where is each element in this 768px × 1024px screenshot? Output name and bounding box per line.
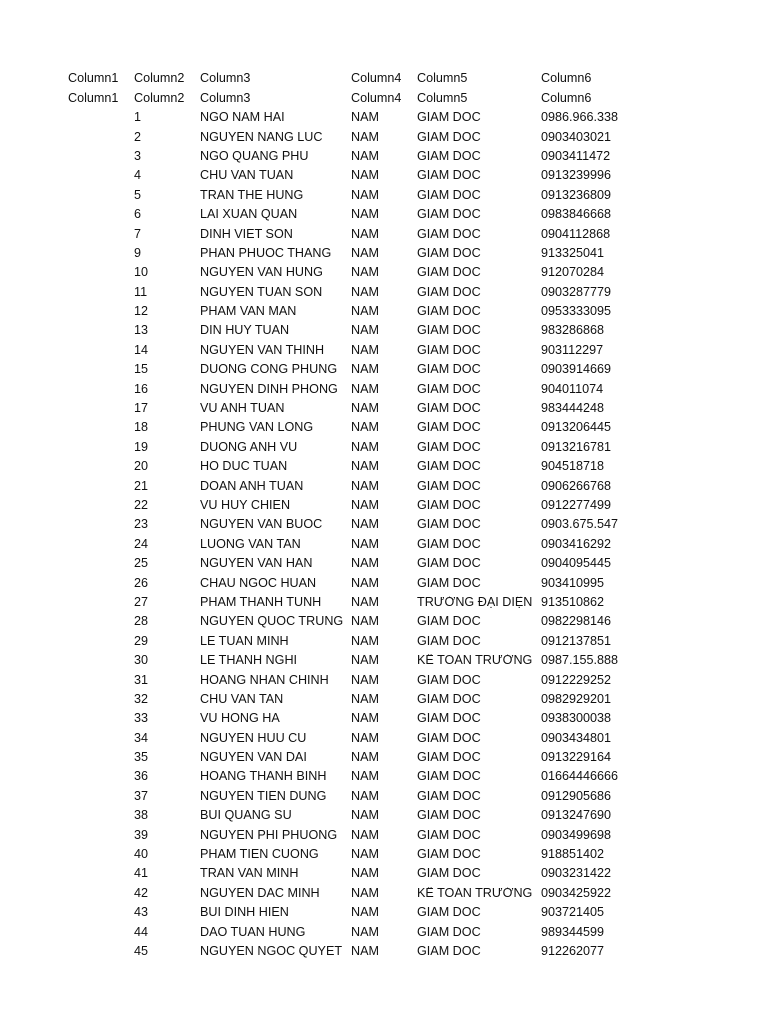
column2-cell: 43	[134, 905, 149, 920]
column2-cell: 30	[134, 653, 149, 668]
column2-cell: 24	[134, 536, 149, 551]
column5-cell: GIAM DOC	[417, 944, 481, 958]
column3-cell: NGUYEN QUOC TRUNG	[200, 615, 344, 628]
column3-cell: VU HUY CHIEN	[200, 498, 291, 512]
column6-cell: 0903499698	[541, 827, 612, 842]
column3-cell: CHU VAN TAN	[200, 692, 284, 706]
column6-cell: 0938300038	[541, 711, 612, 726]
column6-cell: 0903403021	[541, 129, 612, 144]
column3-cell: NGUYEN TUAN SON	[200, 285, 323, 299]
column3-cell: BUI QUANG SU	[200, 809, 292, 822]
table-row	[68, 631, 758, 650]
column2-cell: 31	[134, 672, 149, 687]
column6-cell: 0912137851	[541, 633, 612, 648]
table-row	[68, 573, 758, 592]
column2-cell: 41	[134, 866, 149, 881]
column1-cell: Column1	[68, 90, 119, 105]
column5-cell: GIAM DOC	[417, 363, 481, 376]
column3-cell: DOAN ANH TUAN	[200, 479, 304, 493]
table-row	[68, 244, 758, 263]
column6-cell: 0904095445	[541, 556, 612, 571]
column6-cell: 904518718	[541, 459, 605, 474]
column2-cell: 45	[134, 943, 149, 958]
column3-cell: PHAM THANH TUNH	[200, 595, 322, 609]
column6-cell: 0903.675.547	[541, 517, 619, 532]
column6-cell: 918851402	[541, 847, 605, 862]
column4-cell: NAM	[351, 168, 379, 183]
column5-cell: GIAM DOC	[417, 692, 481, 706]
table-row	[68, 147, 758, 166]
column5-cell: GIAM DOC	[417, 673, 481, 687]
table-row	[68, 515, 758, 534]
column2-cell: 26	[134, 575, 149, 590]
column5-cell: GIAM DOC	[417, 149, 481, 163]
column4-cell: NAM	[351, 653, 379, 668]
column6-cell: 0912229252	[541, 672, 612, 687]
column6-cell: 0982298146	[541, 614, 612, 629]
column5-cell: Column5	[417, 72, 468, 85]
column3-cell: NGO NAM HAI	[200, 111, 285, 124]
column4-cell: NAM	[351, 381, 379, 396]
column5-cell: GIAM DOC	[417, 615, 481, 628]
column4-cell: NAM	[351, 788, 379, 803]
header-row	[68, 88, 758, 107]
column6-cell: 0912277499	[541, 497, 612, 512]
table-row	[68, 767, 758, 786]
table-row	[68, 437, 758, 456]
column2-cell: 6	[134, 207, 142, 222]
column3-cell: VU HONG HA	[200, 712, 280, 725]
column6-cell: 0903287779	[541, 284, 612, 299]
column5-cell: GIAM DOC	[417, 770, 481, 784]
table-row	[68, 690, 758, 709]
column3-cell: HO DUC TUAN	[200, 460, 288, 473]
column5-cell: GIAM DOC	[417, 751, 481, 764]
column3-cell: NGUYEN DAC MINH	[200, 886, 320, 900]
column5-cell: GIAM DOC	[417, 266, 481, 279]
column6-cell: 0913236809	[541, 187, 612, 202]
column3-cell: NGUYEN PHI PHUONG	[200, 828, 338, 842]
column4-cell: NAM	[351, 556, 379, 571]
column6-cell: 912262077	[541, 943, 605, 958]
column4-cell: NAM	[351, 594, 379, 609]
column4-cell: NAM	[351, 924, 379, 939]
column5-cell: GIAM DOC	[417, 285, 481, 299]
column2-cell: 38	[134, 808, 149, 823]
column4-cell: NAM	[351, 245, 379, 260]
column4-cell: NAM	[351, 672, 379, 687]
column2-cell: 20	[134, 459, 149, 474]
column3-cell: LUONG VAN TAN	[200, 537, 301, 551]
table-row	[68, 205, 758, 224]
column2-cell: 21	[134, 478, 149, 493]
table-row	[68, 593, 758, 612]
column4-cell: NAM	[351, 439, 379, 454]
column3-cell: PHUNG VAN LONG	[200, 421, 314, 435]
column6-cell: 903721405	[541, 905, 605, 920]
column5-cell: GIAM DOC	[417, 518, 481, 531]
table-row	[68, 728, 758, 747]
column2-cell: 40	[134, 847, 149, 862]
column5-cell: GIAM DOC	[417, 828, 481, 842]
table-row	[68, 340, 758, 359]
column4-cell: NAM	[351, 207, 379, 222]
column4-cell: Column4	[351, 90, 402, 105]
column3-cell: LAI XUAN QUAN	[200, 208, 298, 221]
column5-cell: GIAM DOC	[417, 906, 481, 919]
column4-cell: NAM	[351, 827, 379, 842]
column6-cell: 903410995	[541, 575, 605, 590]
column6-cell: 0903411472	[541, 148, 611, 163]
table-row	[68, 360, 758, 379]
column3-cell: NGUYEN HUU CU	[200, 731, 307, 745]
column6-cell: 0903914669	[541, 362, 612, 377]
column3-cell: DUONG CONG PHUNG	[200, 363, 338, 376]
column5-cell: GIAM DOC	[417, 809, 481, 822]
column4-cell: NAM	[351, 420, 379, 435]
column4-cell: NAM	[351, 110, 379, 125]
column2-cell: 39	[134, 827, 149, 842]
column5-cell: GIAM DOC	[417, 537, 481, 551]
column6-cell: 0913247690	[541, 808, 612, 823]
column3-cell: NGO QUANG PHU	[200, 149, 309, 163]
column6-cell: 0986.966.338	[541, 110, 619, 125]
table-row	[68, 942, 758, 961]
column4-cell: NAM	[351, 866, 379, 881]
column2-cell: 32	[134, 691, 149, 706]
table-row	[68, 185, 758, 204]
column4-cell: NAM	[351, 265, 379, 280]
column5-cell: GIAM DOC	[417, 867, 481, 880]
column6-cell: 0903231422	[541, 866, 612, 881]
column2-cell: 27	[134, 594, 149, 609]
column4-cell: NAM	[351, 362, 379, 377]
column4-cell: NAM	[351, 943, 379, 958]
column5-cell: GIAM DOC	[417, 382, 481, 396]
column2-cell: 11	[134, 284, 148, 299]
column5-cell: GIAM DOC	[417, 576, 481, 590]
table-row	[68, 476, 758, 495]
column3-cell: TRAN THE HUNG	[200, 188, 304, 202]
table-row	[68, 612, 758, 631]
column2-cell: 7	[134, 226, 142, 241]
column2-cell: 12	[134, 304, 149, 319]
column4-cell: NAM	[351, 575, 379, 590]
column4-cell: NAM	[351, 905, 379, 920]
column4-cell: NAM	[351, 342, 379, 357]
column2-cell: 44	[134, 924, 149, 939]
column3-cell: DINH VIET SON	[200, 227, 293, 241]
column2-cell: Column2	[134, 90, 185, 105]
column3-cell: CHU VAN TUAN	[200, 169, 294, 182]
column2-cell: 2	[134, 129, 142, 144]
column3-cell: PHAM VAN MAN	[200, 305, 297, 318]
column3-cell: HOANG NHAN CHINH	[200, 673, 329, 687]
column2-cell: 1	[134, 110, 142, 125]
column6-cell: 983444248	[541, 401, 605, 416]
column5-cell: GIAM DOC	[417, 227, 481, 241]
column2-cell: 22	[134, 497, 149, 512]
column5-cell: GIAM DOC	[417, 789, 481, 803]
column4-cell: NAM	[351, 517, 379, 532]
column2-cell: 4	[134, 168, 142, 183]
column2-cell: 33	[134, 711, 149, 726]
column5-cell: GIAM DOC	[417, 402, 481, 415]
table-row	[68, 127, 758, 146]
column4-cell: NAM	[351, 536, 379, 551]
header-row	[68, 69, 758, 88]
table-row	[68, 302, 758, 321]
column2-cell: 10	[134, 265, 149, 280]
column2-cell: 3	[134, 148, 142, 163]
column5-cell: GIAM DOC	[417, 440, 481, 454]
column3-cell: NGUYEN VAN DAI	[200, 751, 307, 764]
column2-cell: 28	[134, 614, 149, 629]
column6-cell: 0983846668	[541, 207, 612, 222]
table-row	[68, 748, 758, 767]
column2-cell: 19	[134, 439, 149, 454]
column2-cell: 42	[134, 885, 149, 900]
column3-cell: PHAN PHUOC THANG	[200, 246, 332, 260]
column2-cell: 35	[134, 750, 149, 765]
column4-cell: NAM	[351, 808, 379, 823]
column4-cell: NAM	[351, 750, 379, 765]
table-row	[68, 263, 758, 282]
column6-cell: 989344599	[541, 924, 605, 939]
column2-cell: 5	[134, 187, 142, 202]
table-row	[68, 922, 758, 941]
table-row	[68, 379, 758, 398]
column2-cell: 15	[134, 362, 149, 377]
column5-cell: GIAM DOC	[417, 421, 481, 435]
column2-cell: 36	[134, 769, 149, 784]
column6-cell: 0913239996	[541, 168, 612, 183]
column4-cell: NAM	[351, 614, 379, 629]
column4-cell: NAM	[351, 187, 379, 202]
table-row	[68, 806, 758, 825]
column4-cell: NAM	[351, 323, 379, 338]
column3-cell: DUONG ANH VU	[200, 440, 298, 454]
column2-cell: 34	[134, 730, 149, 745]
table-row	[68, 651, 758, 670]
table-row	[68, 903, 758, 922]
column3-cell: NGUYEN NANG LUC	[200, 130, 323, 144]
column4-cell: NAM	[351, 226, 379, 241]
column6-cell: 01664446666	[541, 769, 619, 784]
column4-cell: NAM	[351, 730, 379, 745]
column5-cell: GIAM DOC	[417, 731, 481, 745]
column6-cell: 0913216781	[541, 439, 612, 454]
column5-cell: GIAM DOC	[417, 208, 481, 221]
column4-cell: NAM	[351, 148, 379, 163]
column1-cell: Column1	[68, 71, 119, 86]
table-row	[68, 534, 758, 553]
table-row	[68, 709, 758, 728]
column3-cell: PHAM TIEN CUONG	[200, 848, 319, 861]
column6-cell: 0982929201	[541, 691, 612, 706]
column2-cell: 13	[134, 323, 149, 338]
column4-cell: NAM	[351, 769, 379, 784]
spreadsheet-table	[68, 69, 758, 961]
column3-cell: BUI DINH HIEN	[200, 906, 289, 919]
column3-cell: CHAU NGOC HUAN	[200, 576, 317, 590]
column5-cell: GIAM DOC	[417, 305, 481, 318]
column5-cell: Column5	[417, 91, 468, 105]
column6-cell: Column6	[541, 71, 592, 86]
column3-cell: NGUYEN VAN HUNG	[200, 266, 323, 279]
column4-cell: NAM	[351, 497, 379, 512]
column6-cell: 0913206445	[541, 420, 612, 435]
table-row	[68, 825, 758, 844]
column5-cell: GIAM DOC	[417, 343, 481, 357]
table-row	[68, 496, 758, 515]
column5-cell: GIAM DOC	[417, 925, 481, 939]
column4-cell: NAM	[351, 459, 379, 474]
column2-cell: 18	[134, 420, 149, 435]
column6-cell: 903112297	[541, 342, 604, 357]
column2-cell: 37	[134, 788, 149, 803]
column2-cell: 23	[134, 517, 149, 532]
column4-cell: NAM	[351, 284, 379, 299]
column6-cell: 904011074	[541, 381, 604, 396]
column2-cell: 14	[134, 342, 149, 357]
column2-cell: 9	[134, 245, 142, 260]
column5-cell: GIAM DOC	[417, 130, 481, 144]
column6-cell: 0953333095	[541, 304, 612, 319]
table-row	[68, 845, 758, 864]
column5-cell: GIAM DOC	[417, 111, 481, 124]
column3-cell: NGUYEN VAN BUOC	[200, 518, 323, 531]
column6-cell: 983286868	[541, 323, 605, 338]
column4-cell: NAM	[351, 478, 379, 493]
column5-cell: KẾ TOÁN TRƯỞNG	[417, 654, 533, 667]
column6-cell: 0912905686	[541, 788, 612, 803]
column6-cell: 912070284	[541, 265, 605, 280]
column4-cell: NAM	[351, 401, 379, 416]
table-row	[68, 457, 758, 476]
column6-cell: 0903434801	[541, 730, 612, 745]
column3-cell: NGUYEN VAN HAN	[200, 557, 313, 570]
table-row	[68, 864, 758, 883]
column3-cell: NGUYEN TIEN DUNG	[200, 789, 327, 803]
column4-cell: NAM	[351, 691, 379, 706]
column3-cell: NGUYEN NGOC QUYET	[200, 944, 343, 958]
column3-cell: NGUYEN DINH PHONG	[200, 382, 338, 396]
column6-cell: 913510862	[541, 594, 605, 609]
column5-cell: GIAM DOC	[417, 324, 481, 338]
column3-cell: DAO TUAN HUNG	[200, 925, 306, 939]
column3-cell: Column3	[200, 91, 251, 105]
table-row	[68, 399, 758, 418]
column5-cell: GIAM DOC	[417, 498, 481, 512]
column4-cell: NAM	[351, 847, 379, 862]
column2-cell: 25	[134, 556, 149, 571]
column6-cell: 0913229164	[541, 750, 612, 765]
column2-cell: 16	[134, 381, 149, 396]
column6-cell: 0987.155.888	[541, 653, 619, 668]
column6-cell: 0903425922	[541, 885, 612, 900]
table-row	[68, 282, 758, 301]
column3-cell: NGUYEN VAN THINH	[200, 343, 325, 357]
column6-cell: 0903416292	[541, 536, 612, 551]
column6-cell: 0904112868	[541, 226, 611, 241]
table-row	[68, 108, 758, 127]
column4-cell: NAM	[351, 129, 379, 144]
column4-cell: NAM	[351, 304, 379, 319]
column3-cell: VU ANH TUAN	[200, 402, 285, 415]
table-row	[68, 554, 758, 573]
column3-cell: TRAN VAN MINH	[200, 867, 299, 880]
column5-cell: GIAM DOC	[417, 460, 481, 473]
column6-cell: 913325041	[541, 245, 605, 260]
column5-cell: GIAM DOC	[417, 712, 481, 725]
table-row	[68, 786, 758, 805]
column5-cell: TRƯỞNG ĐẠI DIỆN	[417, 595, 533, 609]
column4-cell: Column4	[351, 71, 402, 86]
column5-cell: GIAM DOC	[417, 246, 481, 260]
column2-cell: Column2	[134, 71, 185, 86]
column4-cell: NAM	[351, 885, 379, 900]
column5-cell: GIAM DOC	[417, 634, 481, 648]
column5-cell: GIAM DOC	[417, 188, 481, 202]
column6-cell: 0906266768	[541, 478, 612, 493]
column4-cell: NAM	[351, 633, 379, 648]
table-row	[68, 883, 758, 902]
column3-cell: HOANG THANH BINH	[200, 770, 327, 784]
table-row	[68, 670, 758, 689]
table-row	[68, 224, 758, 243]
column2-cell: 29	[134, 633, 149, 648]
column5-cell: GIAM DOC	[417, 848, 481, 861]
column3-cell: Column3	[200, 72, 251, 85]
column6-cell: Column6	[541, 90, 592, 105]
column2-cell: 17	[134, 401, 149, 416]
column3-cell: DIN HUY TUAN	[200, 324, 290, 338]
table-row	[68, 418, 758, 437]
column5-cell: GIAM DOC	[417, 557, 481, 570]
column3-cell: LE TUAN MINH	[200, 634, 289, 648]
column5-cell: GIAM DOC	[417, 479, 481, 493]
column4-cell: NAM	[351, 711, 379, 726]
column3-cell: LE THANH NGHI	[200, 654, 298, 667]
table-row	[68, 321, 758, 340]
column5-cell: KẾ TOÁN TRƯỞNG	[417, 886, 533, 900]
table-row	[68, 166, 758, 185]
column5-cell: GIAM DOC	[417, 169, 481, 182]
